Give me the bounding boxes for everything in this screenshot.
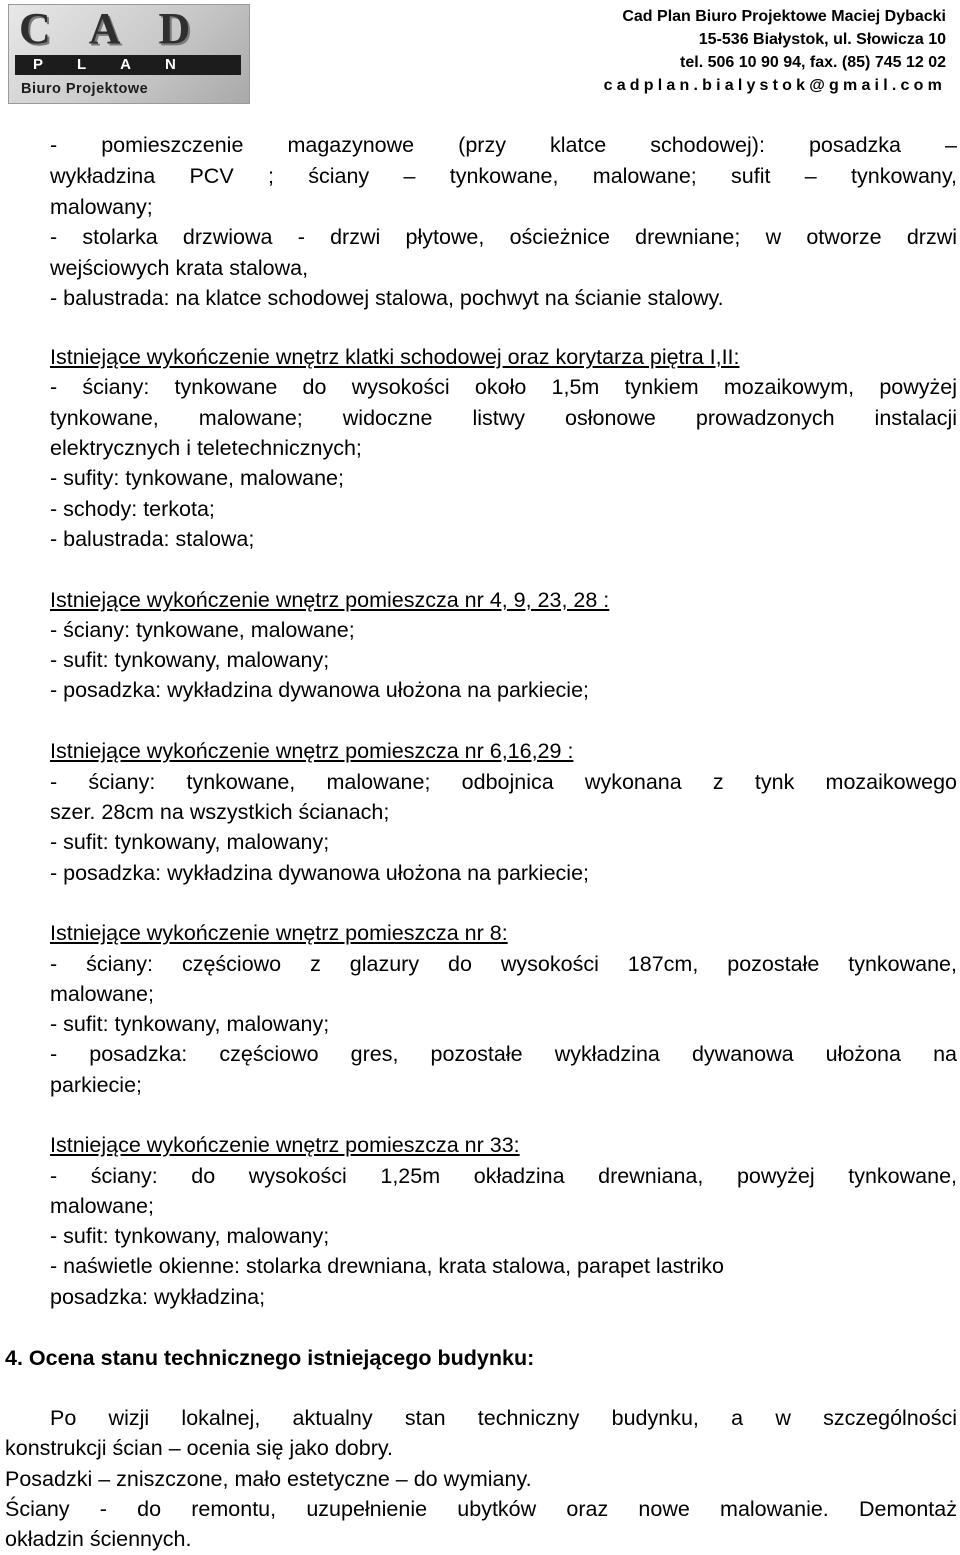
company-logo [8, 4, 250, 104]
text-line: posadzka: wykładzina; [50, 1285, 266, 1309]
text-line: malowane; [50, 982, 154, 1006]
text-line: Ściany - do remontu, uzupełnienie ubytków oraz nowe malowanie. Demontaż [5, 1497, 957, 1521]
page-header [0, 0, 960, 110]
text-line: malowany; [50, 195, 153, 219]
text-line: parkiecie; [50, 1073, 143, 1097]
section-heading: Istniejące wykończenie wnętrz pomieszcza nr 33: [50, 1133, 520, 1157]
text-line: - ściany: częściowo z glazury do wysokości 187cm, pozostałe tynkowane, [50, 952, 957, 976]
text-line: - ściany: tynkowane, malowane; [50, 618, 355, 642]
text-line: - sufit: tynkowany, malowany; [50, 1224, 330, 1248]
section-heading: Istniejące wykończenie wnętrz klatki schodowej oraz korytarza piętra I,II: [50, 345, 740, 369]
text-line: Posadzki – zniszczone, mało estetyczne – do wymiany. [5, 1467, 532, 1491]
text-line: - stolarka drzwiowa - drzwi płytowe, ościeżnice drewniane; w otworze drzwi [50, 225, 957, 249]
section-heading: Istniejące wykończenie wnętrz pomieszcza nr 8: [50, 921, 508, 945]
company-address: 15-536 Białystok, ul. Słowicza 10 [698, 31, 946, 48]
text-line: - pomieszczenie magazynowe (przy klatce schodowej): posadzka – [50, 133, 957, 157]
section-heading: Istniejące wykończenie wnętrz pomieszcza nr 4, 9, 23, 28 : [50, 588, 610, 612]
text-line: - posadzka: wykładzina dywanowa ułożona na parkiecie; [50, 861, 590, 885]
section-heading: Istniejące wykończenie wnętrz pomieszcza nr 6,16,29 : [50, 739, 574, 763]
chapter-heading: 4. Ocena stanu technicznego istniejącego budynku: [5, 1346, 535, 1370]
text-line: - balustrada: stalowa; [50, 527, 255, 551]
text-line: - ściany: tynkowane do wysokości około 1,5m tynkiem mozaikowym, powyżej [50, 375, 957, 399]
text-line: - ściany: tynkowane, malowane; odbojnica wykonana z tynk mozaikowego [50, 770, 957, 794]
logo-subtitle: Biuro Projektowe [21, 81, 149, 97]
text-line: wejściowych krata stalowa, [50, 256, 309, 280]
text-line: - posadzka: częściowo gres, pozostałe wykładzina dywanowa ułożona na [50, 1042, 957, 1066]
text-line: tynkowane, malowane; widoczne listwy osłonowe prowadzonych instalacji [50, 406, 957, 430]
text-line: - sufit: tynkowany, malowany; [50, 1012, 330, 1036]
text-line: elektrycznych i teletechnicznych; [50, 436, 362, 460]
company-email: cadplan.bialystok@gmail.com [603, 77, 946, 94]
company-phone: tel. 506 10 90 94, fax. (85) 745 12 02 [680, 54, 946, 71]
text-line: - balustrada: na klatce schodowej stalowa, pochwyt na ścianie stalowy. [50, 286, 724, 310]
company-name: Cad Plan Biuro Projektowe Maciej Dybacki [622, 8, 946, 25]
text-line: - sufit: tynkowany, malowany; [50, 830, 330, 854]
text-line: - schody: terkota; [50, 497, 215, 521]
text-line: - sufity: tynkowane, malowane; [50, 466, 344, 490]
logo-plan-bar: PLAN [15, 55, 241, 75]
text-line: Po wizji lokalnej, aktualny stan techniczny budynku, a w szczególności [50, 1406, 957, 1430]
logo-cad-text: CAD [19, 4, 229, 53]
text-line: - ściany: do wysokości 1,25m okładzina drewniana, powyżej tynkowane, [50, 1164, 957, 1188]
text-line: - sufit: tynkowany, malowany; [50, 648, 330, 672]
text-line: szer. 28cm na wszystkich ścianach; [50, 800, 390, 824]
text-line: malowane; [50, 1194, 154, 1218]
text-line: konstrukcji ścian – ocenia się jako dobry. [5, 1436, 393, 1460]
text-line: - naświetle okienne: stolarka drewniana, krata stalowa, parapet lastriko [50, 1254, 725, 1278]
text-line: wykładzina PCV ; ściany – tynkowane, malowane; sufit – tynkowany, [50, 164, 957, 188]
text-line: - posadzka: wykładzina dywanowa ułożona na parkiecie; [50, 678, 590, 702]
text-line: okładzin ściennych. [5, 1527, 192, 1551]
company-info [604, 5, 946, 97]
